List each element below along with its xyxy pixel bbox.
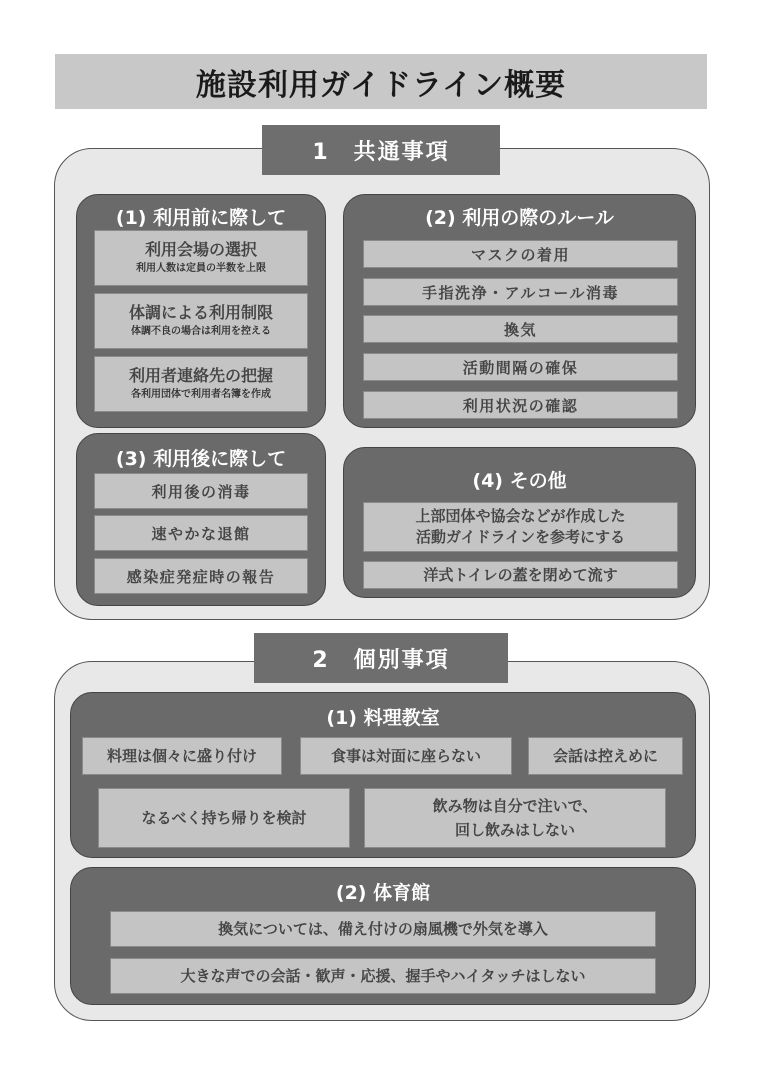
cooking-item-label: なるべく持ち帰りを検討 bbox=[141, 808, 307, 827]
cooking-item bbox=[82, 737, 282, 775]
section-individual-header-label: 2 個別事項 bbox=[312, 647, 450, 673]
group-rules-during-use-title: (2) 利用の際のルール bbox=[425, 207, 614, 229]
item-venue-selection-note: 利用人数は定員の半数を上限 bbox=[136, 263, 266, 274]
rule-item-label: 活動間隔の確保 bbox=[462, 358, 579, 377]
after-use-item bbox=[94, 558, 308, 594]
after-use-item-label: 利用後の消毒 bbox=[151, 482, 251, 501]
section-common-header bbox=[262, 125, 500, 175]
rule-item-label: マスクの着用 bbox=[470, 245, 570, 264]
other-item-toilet-label: 洋式トイレの蓋を閉めて流す bbox=[423, 565, 618, 584]
cooking-item-label: 会話は控えめに bbox=[552, 746, 658, 765]
document-title-bar bbox=[55, 54, 707, 109]
after-use-item bbox=[94, 515, 308, 551]
item-health-restriction bbox=[94, 293, 308, 349]
group-other-title: (4) その他 bbox=[472, 470, 567, 492]
after-use-item-label: 速やかな退館 bbox=[151, 524, 251, 543]
item-health-restriction-note: 体調不良の場合は利用を控える bbox=[131, 326, 271, 337]
rule-item bbox=[363, 353, 678, 381]
cooking-item bbox=[300, 737, 512, 775]
other-item-guideline-line1: 上部団体や協会などが作成した bbox=[415, 507, 626, 525]
gym-item-label: 換気については、備え付けの扇風機で外気を導入 bbox=[218, 919, 548, 938]
group-before-use-title: (1) 利用前に際して bbox=[115, 207, 287, 229]
cooking-item-label: 料理は個々に盛り付け bbox=[106, 746, 257, 765]
section-individual-header bbox=[254, 633, 508, 683]
item-contact-info-note: 各利用団体で利用者名簿を作成 bbox=[131, 389, 271, 400]
cooking-item-drinks-line1: 飲み物は自分で注いで、 bbox=[432, 796, 598, 815]
rule-item-label: 手指洗浄・アルコール消毒 bbox=[421, 283, 620, 302]
cooking-item-drinks bbox=[364, 788, 666, 848]
cooking-item-label: 食事は対面に座らない bbox=[330, 746, 481, 765]
rule-item-label: 換気 bbox=[503, 320, 537, 339]
item-venue-selection-label: 利用会場の選択 bbox=[144, 240, 257, 259]
gym-item bbox=[110, 958, 656, 994]
rule-item-label: 利用状況の確認 bbox=[462, 396, 579, 415]
group-after-use-title: (3) 利用後に際して bbox=[115, 448, 287, 470]
cooking-item bbox=[98, 788, 350, 848]
after-use-item-label: 感染症発症時の報告 bbox=[126, 567, 276, 586]
other-item-toilet bbox=[363, 561, 678, 589]
item-venue-selection bbox=[94, 230, 308, 286]
rule-item bbox=[363, 315, 678, 343]
gym-item-label: 大きな声での会話・歓声・応援、握手やハイタッチはしない bbox=[180, 966, 586, 985]
after-use-item bbox=[94, 473, 308, 509]
rule-item bbox=[363, 278, 678, 306]
document-title: 施設利用ガイドライン概要 bbox=[195, 67, 567, 103]
group-cooking-class-title: (1) 料理教室 bbox=[326, 707, 440, 729]
group-gymnasium-title: (2) 体育館 bbox=[335, 882, 431, 904]
rule-item bbox=[363, 240, 678, 268]
cooking-item bbox=[528, 737, 683, 775]
other-item-guideline bbox=[363, 502, 678, 552]
rule-item bbox=[363, 391, 678, 419]
item-health-restriction-label: 体調による利用制限 bbox=[128, 303, 273, 322]
cooking-item-drinks-line2: 回し飲みはしない bbox=[454, 820, 575, 839]
other-item-guideline-line2: 活動ガイドラインを参考にする bbox=[415, 528, 626, 546]
section-common-header-label: 1 共通事項 bbox=[312, 139, 450, 165]
item-contact-info-label: 利用者連絡先の把握 bbox=[128, 366, 273, 385]
item-contact-info bbox=[94, 356, 308, 412]
gym-item bbox=[110, 911, 656, 947]
